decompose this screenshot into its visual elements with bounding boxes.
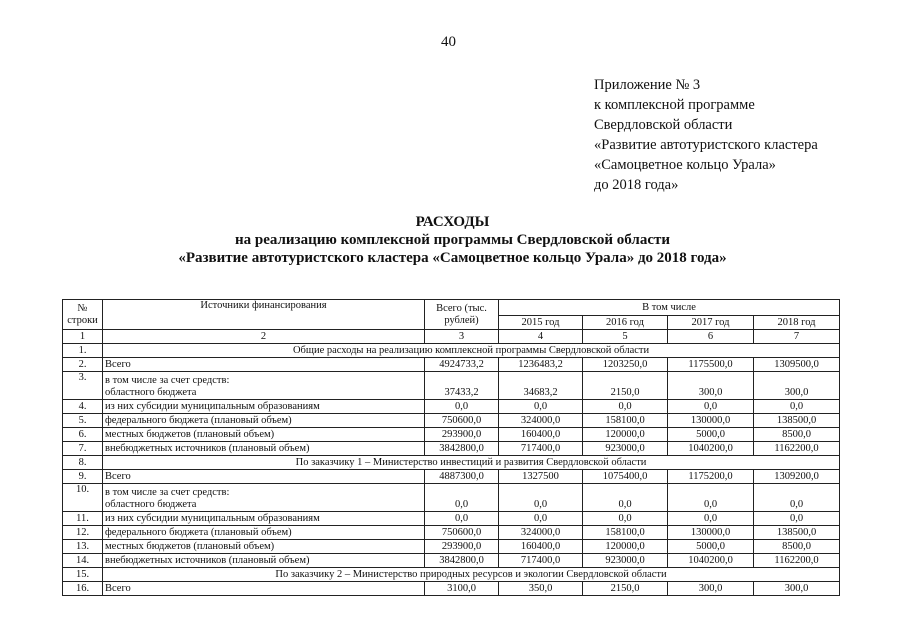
row-value: 2150,0 [583,582,668,596]
header-year: 2016 год [583,316,668,330]
row-value: 1309200,0 [754,470,840,484]
row-value: 0,0 [425,484,499,512]
row-number: 9. [63,470,103,484]
row-number: 1. [63,344,103,358]
table-row [63,540,840,554]
row-value: 0,0 [499,512,583,526]
row-label-line: областного бюджета [105,499,197,510]
row-label: федерального бюджета (плановый объем) [103,414,425,428]
row-value: 8500,0 [754,540,840,554]
row-value: 0,0 [668,512,754,526]
row-value: 138500,0 [754,526,840,540]
row-value: 300,0 [668,582,754,596]
row-value: 0,0 [583,400,668,414]
row-number: 2. [63,358,103,372]
row-value: 3842800,0 [425,554,499,568]
row-value: 5000,0 [668,428,754,442]
row-value: 0,0 [754,512,840,526]
row-number: 15. [63,568,103,582]
table-row [63,554,840,568]
row-value: 138500,0 [754,414,840,428]
row-value: 300,0 [754,582,840,596]
row-label: из них субсидии муниципальным образованиям [103,400,425,414]
row-label: местных бюджетов (плановый объем) [103,428,425,442]
section-row [63,344,840,358]
row-value: 0,0 [754,484,840,512]
section-title: Общие расходы на реализацию комплексной программы Свердловской области [103,344,840,358]
row-value: 923000,0 [583,554,668,568]
table-row [63,372,840,400]
title-line-1: РАСХОДЫ [415,214,490,230]
row-number: 6. [63,428,103,442]
row-value: 717400,0 [499,554,583,568]
row-value: 37433,2 [425,372,499,400]
row-value: 750600,0 [425,526,499,540]
row-label: Всего [103,358,425,372]
row-value: 0,0 [499,400,583,414]
row-value: 0,0 [583,484,668,512]
row-value: 1327500 [499,470,583,484]
row-value: 300,0 [754,372,840,400]
row-number: 7. [63,442,103,456]
table-row [63,400,840,414]
table-row [63,526,840,540]
row-label: внебюджетных источников (плановый объем) [103,442,425,456]
column-number: 4 [499,330,583,344]
row-label [103,484,425,512]
row-value: 717400,0 [499,442,583,456]
page-number: 40 [441,34,456,50]
row-label-line: в том числе за счет средств: [105,487,230,498]
annex-line: Свердловской области [594,117,733,133]
table-row [63,442,840,456]
row-value: 324000,0 [499,414,583,428]
header-total: Всего (тыс. рублей) [425,300,499,330]
row-label [103,372,425,400]
row-value: 350,0 [499,582,583,596]
row-value: 0,0 [425,512,499,526]
row-value: 130000,0 [668,526,754,540]
row-value: 750600,0 [425,414,499,428]
row-value: 923000,0 [583,442,668,456]
row-label: Всего [103,582,425,596]
annex-line: Приложение № 3 [594,77,701,93]
row-value: 2150,0 [583,372,668,400]
annex-block [594,75,818,195]
table-row [63,484,840,512]
annex-line: до 2018 года» [594,177,679,193]
section-row [63,568,840,582]
row-value: 1175500,0 [668,358,754,372]
title-line-2: на реализацию комплексной программы Свердловской области [234,232,671,248]
table-row [63,428,840,442]
row-label: местных бюджетов (плановый объем) [103,540,425,554]
row-value: 1309500,0 [754,358,840,372]
row-number: 8. [63,456,103,470]
section-title: По заказчику 1 – Министерство инвестиций и развития Свердловской области [103,456,840,470]
section-row [63,456,840,470]
row-number: 13. [63,540,103,554]
row-number: 10. [63,484,103,512]
row-label: внебюджетных источников (плановый объем) [103,554,425,568]
section-title: По заказчику 2 – Министерство природных ресурсов и экологии Свердловской области [103,568,840,582]
row-value: 160400,0 [499,540,583,554]
row-number: 11. [63,512,103,526]
row-value: 293900,0 [425,428,499,442]
row-label: Всего [103,470,425,484]
header-year: 2017 год [668,316,754,330]
column-number: 7 [754,330,840,344]
row-value: 5000,0 [668,540,754,554]
title-line-3: «Развитие автотуристского кластера «Самоцветное кольцо Урала» до 2018 года» [178,250,727,266]
row-value: 158100,0 [583,526,668,540]
annex-line: к комплексной программе [594,97,755,113]
table-row [63,512,840,526]
annex-line: «Развитие автотуристского кластера [594,137,818,153]
row-label-line: областного бюджета [105,387,197,398]
row-value: 8500,0 [754,428,840,442]
document-title [0,213,905,267]
annex-line: «Самоцветное кольцо Урала» [594,157,776,173]
row-value: 1236483,2 [499,358,583,372]
column-number: 3 [425,330,499,344]
table-row [63,414,840,428]
row-number: 14. [63,554,103,568]
row-number: 12. [63,526,103,540]
expenses-table [62,299,840,596]
row-value: 1075400,0 [583,470,668,484]
header-year: 2018 год [754,316,840,330]
row-value: 0,0 [668,484,754,512]
row-value: 0,0 [499,484,583,512]
header-sources: Источники финансирования [103,300,425,330]
table-row [63,582,840,596]
row-value: 1175200,0 [668,470,754,484]
row-value: 1203250,0 [583,358,668,372]
row-value: 120000,0 [583,428,668,442]
row-number: 4. [63,400,103,414]
column-number: 1 [63,330,103,344]
row-value: 120000,0 [583,540,668,554]
row-value: 158100,0 [583,414,668,428]
row-number: 5. [63,414,103,428]
row-value: 1040200,0 [668,554,754,568]
row-value: 4924733,2 [425,358,499,372]
row-value: 34683,2 [499,372,583,400]
column-number: 6 [668,330,754,344]
row-value: 1162200,0 [754,554,840,568]
header-row-number: № строки [63,300,103,330]
row-value: 0,0 [754,400,840,414]
row-value: 4887300,0 [425,470,499,484]
row-value: 130000,0 [668,414,754,428]
row-value: 1162200,0 [754,442,840,456]
header-including: В том числе [499,300,840,316]
row-value: 300,0 [668,372,754,400]
row-value: 0,0 [583,512,668,526]
row-value: 3842800,0 [425,442,499,456]
row-value: 324000,0 [499,526,583,540]
header-year: 2015 год [499,316,583,330]
row-value: 3100,0 [425,582,499,596]
row-value: 293900,0 [425,540,499,554]
row-value: 1040200,0 [668,442,754,456]
row-value: 160400,0 [499,428,583,442]
row-value: 0,0 [425,400,499,414]
row-number: 16. [63,582,103,596]
table-row [63,358,840,372]
row-label: из них субсидии муниципальным образованиям [103,512,425,526]
column-number: 5 [583,330,668,344]
table-row [63,470,840,484]
row-value: 0,0 [668,400,754,414]
row-label: федерального бюджета (плановый объем) [103,526,425,540]
column-number: 2 [103,330,425,344]
row-number: 3. [63,372,103,400]
row-label-line: в том числе за счет средств: [105,375,230,386]
